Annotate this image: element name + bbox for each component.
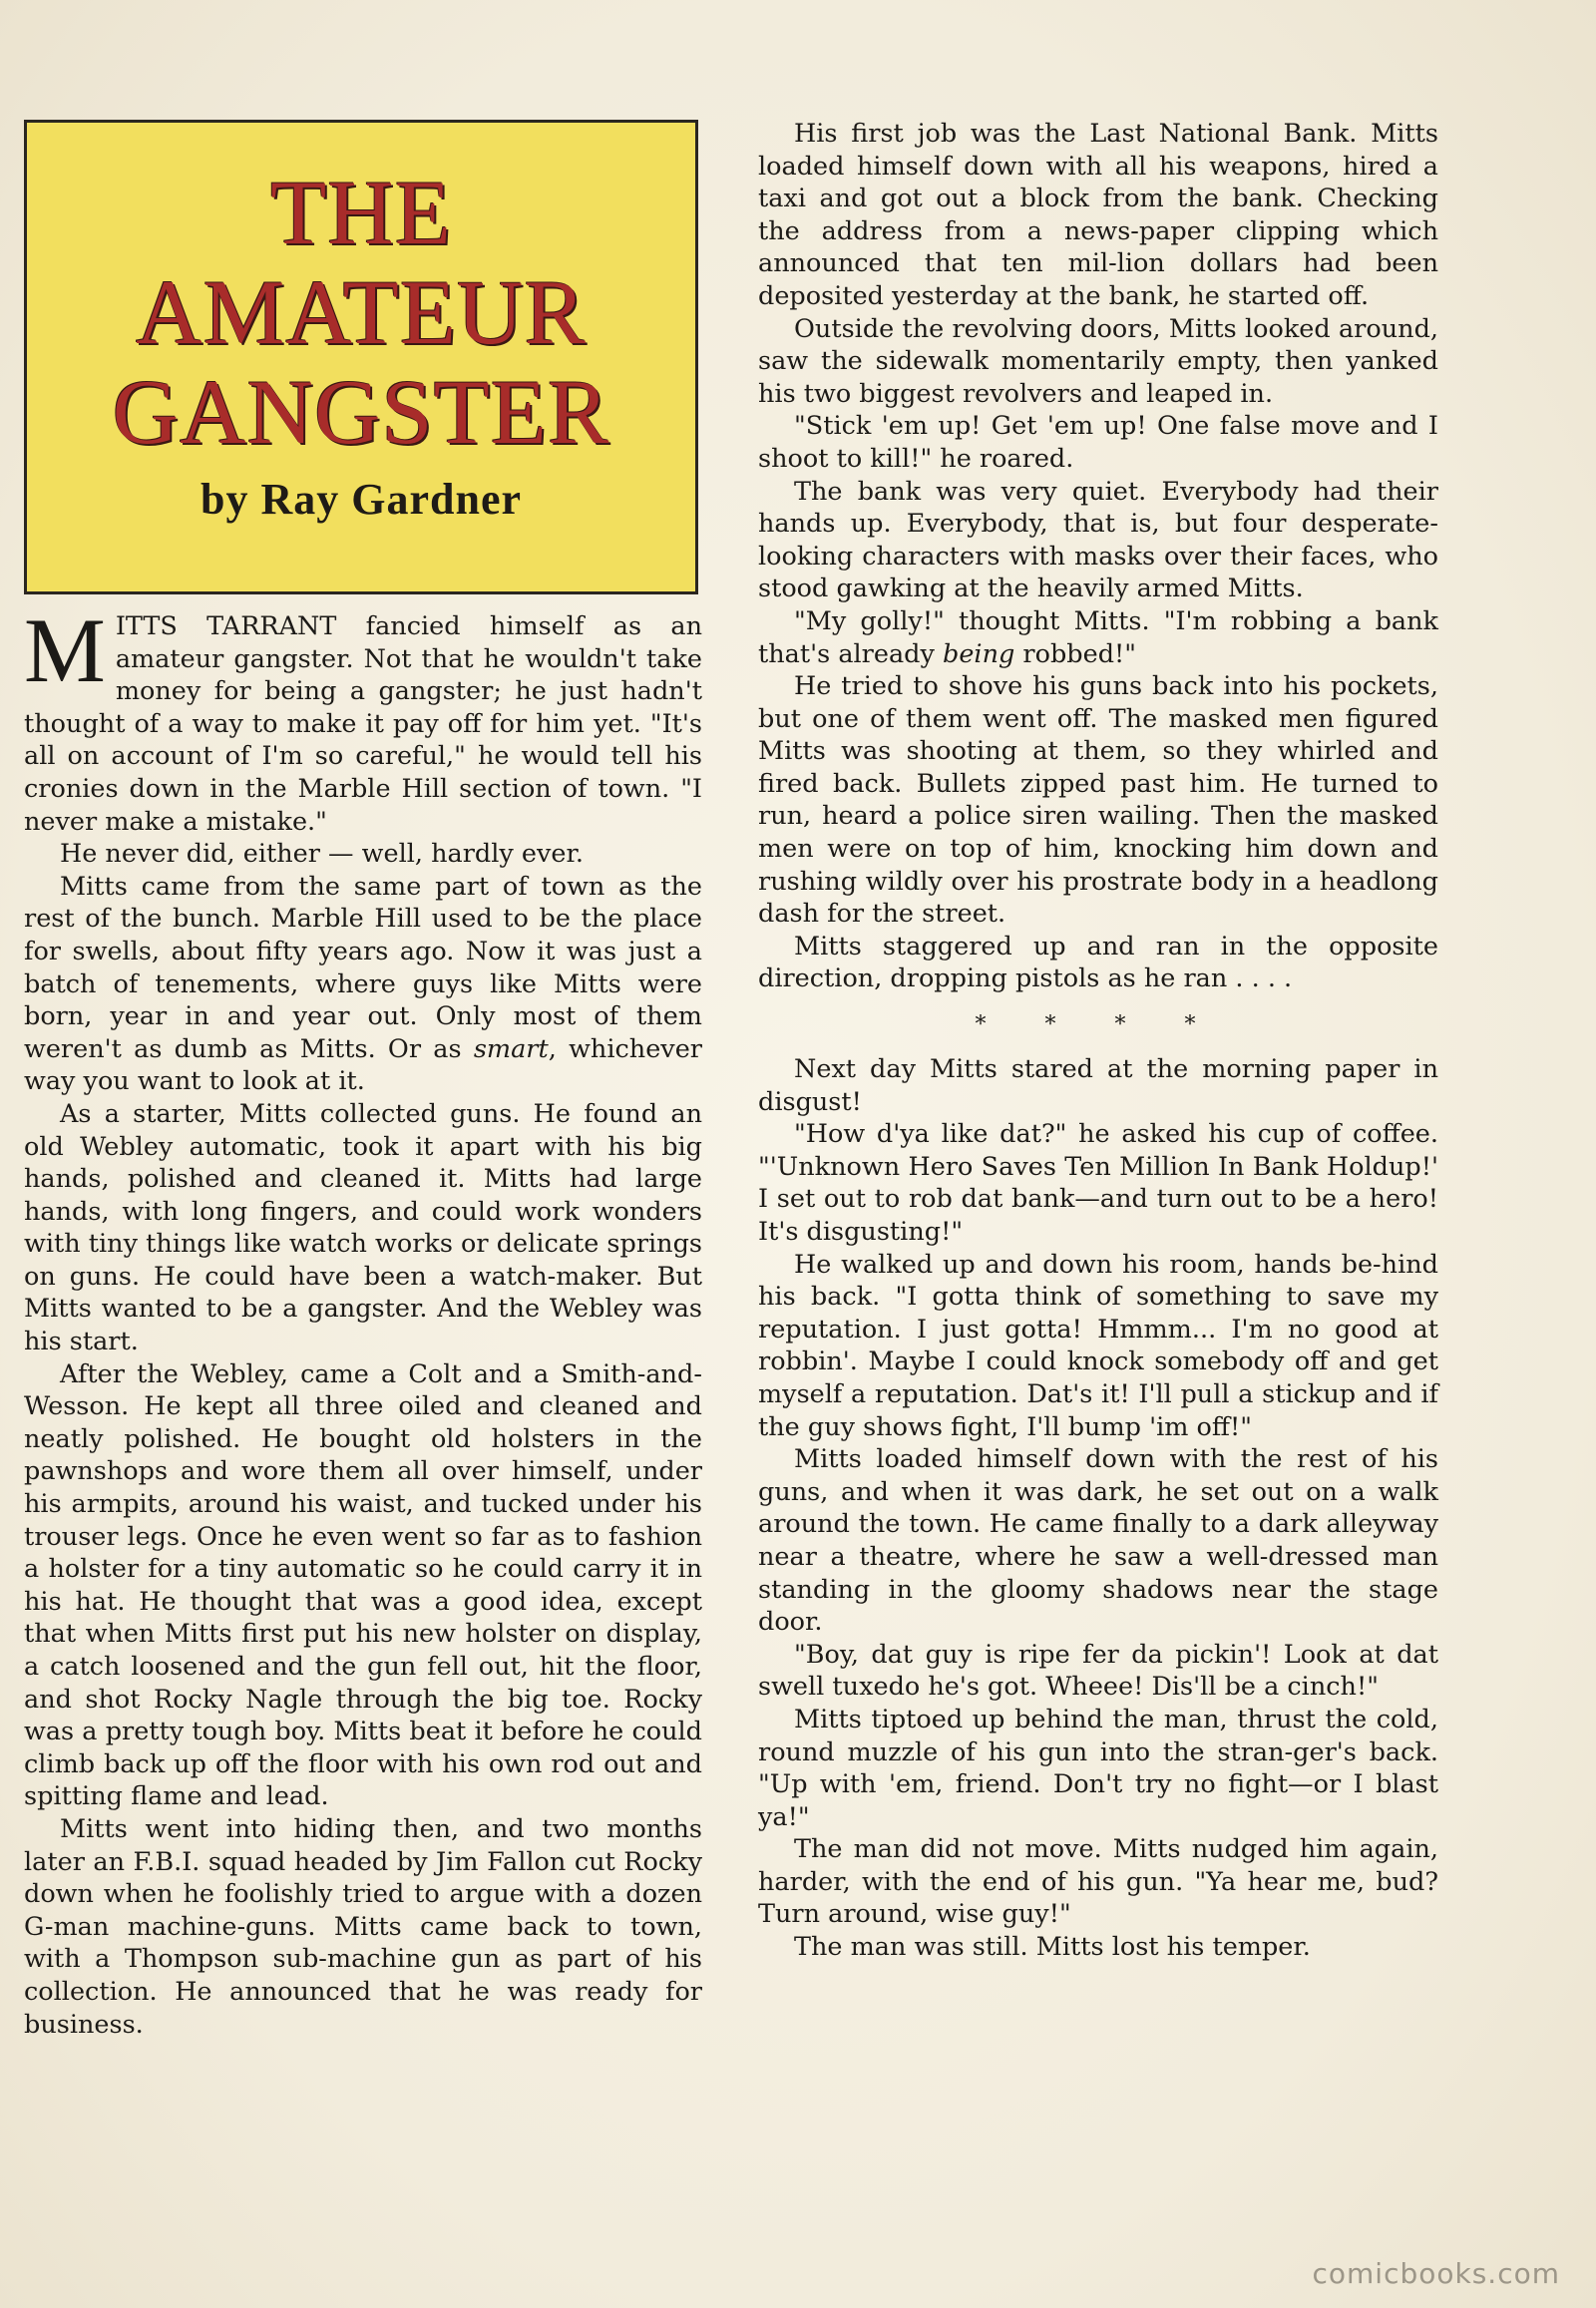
paragraph bbox=[24, 599, 702, 838]
paragraph: Next day Mitts stared at the morning paper in disgust! bbox=[758, 1054, 1438, 1117]
paragraph: He tried to shove his guns back into his pockets, but one of them went off. The masked men figured Mitts was shooting at them, so they whirled and fired back. Bullets zipped past him. He turned to run, heard a police siren wailing. Then the masked men were on top of him, knocking him down and rushing wildly over his prostrate body in a headlong dash for the street. bbox=[758, 671, 1438, 930]
paragraph: The man did not move. Mitts nudged him again, harder, with the end of his gun. "Ya hear me, bud? Turn around, wise guy!" bbox=[758, 1834, 1438, 1930]
section-divider: * * * * bbox=[975, 1012, 1222, 1038]
paragraph: Mitts tiptoed up behind the man, thrust the cold, round muzzle of his gun into the stran-ger's back. "Up with 'em, friend. Don't try no fight—or I blast ya!" bbox=[758, 1704, 1438, 1832]
paragraph: His first job was the Last National Bank. Mitts loaded himself down with all his weapons, hired a taxi and got out a block from the bank. Checking the address from a news-paper clipping which announced that ten mil-lion dollars had been deposited yesterday at the bank, he started off. bbox=[758, 119, 1438, 311]
paragraph: Mitts went into hiding then, and two months later an F.B.I. squad headed by Jim Fallon cut Rocky down when he foolishly tried to argue with a dozen G-man machine-guns. Mitts came back to town, with a Thompson sub-machine gun as part of his collection. He announced that he was ready for business. bbox=[24, 1813, 702, 2040]
title-box bbox=[24, 120, 698, 594]
paragraph: After the Webley, came a Colt and a Smith-and-Wesson. He kept all three oiled and cleaned and neatly polished. He bought old holsters in the pawnshops and wore them all over himself, under his armpits, around his waist, and tucked under his trouser legs. Once he even went so far as to fashion a holster for a tiny automatic so he could carry it in his hat. He thought that was a good idea, except that when Mitts first put his new holster on display, a catch loosened and the gun fell out, hit the floor, and shot Rocky Nagle through the big toe. Rocky was a pretty tough boy. Mitts beat it before he could climb back up off the floor with his own rod out and spitting flame and lead. bbox=[24, 1358, 702, 1812]
drop-cap: M bbox=[24, 599, 106, 701]
title-line-1: THE bbox=[270, 162, 452, 263]
paragraph: Outside the revolving doors, Mitts looked around, saw the sidewalk momentarily empty, then yanked his two biggest revolvers and leaped in. bbox=[758, 313, 1438, 409]
paragraph-text: ITTS TARRANT fancied himself as an amateur gangster. Not that he wouldn't take money for being a gangster; he just hadn't thought of a way to make it pay off for him yet. "It's all on account of I'm so careful," he would tell his cronies down in the Marble Hill section of town. "I never make a mistake." bbox=[24, 611, 702, 837]
title-line-2: AMATEUR bbox=[136, 261, 587, 363]
paragraph: "How d'ya like dat?" he asked his cup of coffee. "'Unknown Hero Saves Ten Million In Bank Holdup!' I set out to rob dat bank—and turn out to be a hero! It's disgusting!" bbox=[758, 1119, 1438, 1247]
byline: by Ray Gardner bbox=[200, 475, 522, 524]
paragraph bbox=[24, 871, 702, 1098]
paragraph: The bank was very quiet. Everybody had their hands up. Everybody, that is, but four desperate-looking characters with masks over their faces, who stood gawking at the heavily armed Mitts. bbox=[758, 476, 1438, 604]
paragraph: He never did, either — well, hardly ever. bbox=[60, 839, 584, 870]
paragraph bbox=[758, 605, 1438, 670]
left-column bbox=[24, 120, 702, 2041]
paragraph: Mitts loaded himself down with the rest of his guns, and when it was dark, he set out on a walk around the town. He came finally to a dark alleyway near a theatre, where he saw a well-dressed man standing in the gloomy shadows near the stage door. bbox=[758, 1444, 1438, 1638]
right-column bbox=[758, 118, 1438, 1964]
emphasis-text: smart bbox=[473, 1033, 549, 1064]
paragraph-text: "My golly!" thought Mitts. "I'm robbing a bank that's already bbox=[758, 605, 1438, 669]
paragraph: The man was still. Mitts lost his temper. bbox=[794, 1932, 1311, 1963]
paragraph: As a starter, Mitts collected guns. He found an old Webley automatic, took it apart with his big hands, polished and cleaned it. Mitts had large hands, with long fingers, and could work wonders with tiny things like watch works or delicate springs on guns. He could have been a watch-maker. But Mitts wanted to be a gangster. And the Webley was his start. bbox=[24, 1098, 702, 1357]
paragraph: "Boy, dat guy is ripe fer da pickin'! Look at dat swell tuxedo he's got. Wheee! Dis'll be a cinch!" bbox=[758, 1639, 1438, 1703]
title-line-3: GANGSTER bbox=[112, 361, 610, 463]
watermark: comicbooks.com bbox=[1312, 2257, 1560, 2290]
paragraph-text: , whichever way you want to look at it. bbox=[24, 1033, 702, 1097]
paragraph: "Stick 'em up! Get 'em up! One false move and I shoot to kill!" he roared. bbox=[758, 411, 1438, 474]
paragraph: He walked up and down his room, hands be-hind his back. "I gotta think of something to save my reputation. I just gotta! Hmmm... I'm no good at robbin'. Maybe I could knock somebody off and get myself a reputation. Dat's it! I'll pull a stickup and if the guy shows fight, I'll bump 'im off!" bbox=[758, 1249, 1438, 1442]
paragraph-text: robbed!" bbox=[1014, 638, 1137, 669]
paragraph: Mitts staggered up and ran in the opposite direction, dropping pistols as he ran . . . . bbox=[758, 931, 1438, 994]
paragraph-text: Mitts came from the same part of town as the rest of the bunch. Marble Hill used to be the place for swells, about fifty years ago. Now it was just a batch of tenements, where guys like Mitts were born, year in and year out. Only most of them weren't as dumb as Mitts. Or as bbox=[24, 871, 702, 1064]
emphasis-text: being bbox=[943, 638, 1015, 669]
